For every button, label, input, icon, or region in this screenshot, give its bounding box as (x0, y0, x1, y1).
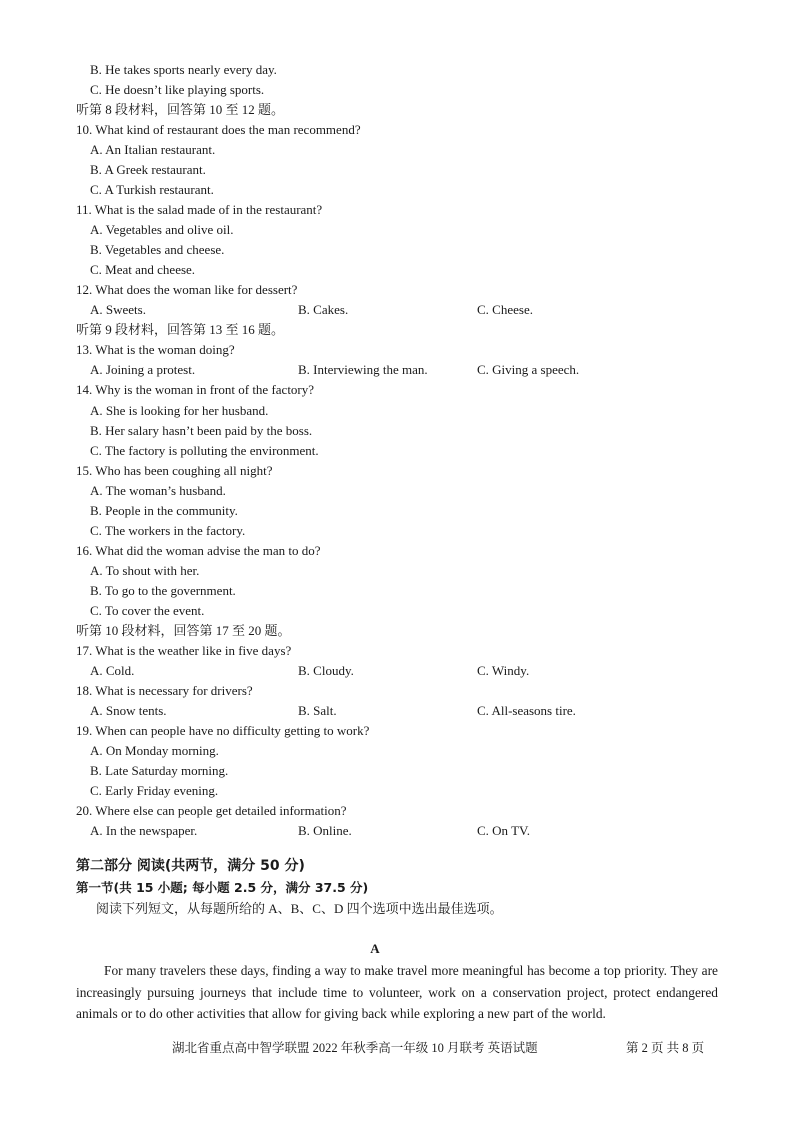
option-a-text: A. Joining a protest. (90, 362, 196, 377)
option-c-text: C. Giving a speech. (477, 362, 580, 377)
section-note-text: 听第 9 段材料，回答第 13 至 16 题。 (76, 322, 285, 337)
question-text: 15. Who has been coughing all night? (76, 463, 273, 478)
passage-paragraph: For many travelers these days, finding a way to make travel more meaningful has become a top priority. They are increasingly pursuing journeys that include time to volunteer, work on a conservation project, protect endangered animals or to do other activities that allow for giving back while exploring a new part of the world. (76, 963, 718, 1021)
option-a-text: C. The factory is polluting the environment. (90, 443, 319, 458)
option-a-text: B. To go to the government. (90, 583, 236, 598)
option-a-text: A. Snow tents. (90, 703, 167, 718)
answer-option (90, 701, 576, 721)
answer-option (90, 360, 580, 380)
answer-option (90, 561, 199, 581)
option-a-text: A. In the newspaper. (90, 823, 198, 838)
option-a-text: A. Cold. (90, 663, 135, 678)
question-stem (76, 340, 235, 360)
answer-option (90, 761, 228, 781)
option-c-text: C. On TV. (477, 823, 530, 838)
option-a-text: A. Sweets. (90, 302, 146, 317)
footer-page-number: 第 2 页 共 8 页 (626, 1041, 705, 1055)
question-text: 11. What is the salad made of in the restaurant? (76, 202, 323, 217)
answer-option (90, 441, 319, 461)
option-b-text: B. Salt. (298, 703, 337, 718)
option-a-text: B. Late Saturday morning. (90, 763, 229, 778)
question-stem (76, 200, 322, 220)
answer-option (90, 401, 268, 421)
question-stem (76, 280, 297, 300)
answer-option (90, 661, 530, 681)
option-b-text: B. Online. (298, 823, 352, 838)
question-text: 20. Where else can people get detailed information? (76, 803, 347, 818)
option-a-text: A. On Monday morning. (90, 743, 219, 758)
question-text: 13. What is the woman doing? (76, 342, 235, 357)
answer-option (90, 521, 245, 541)
question-stem (76, 380, 314, 400)
answer-option (90, 80, 264, 100)
answer-option (90, 140, 215, 160)
question-stem (76, 120, 361, 140)
answer-option (90, 300, 533, 320)
answer-option (90, 160, 206, 180)
question-stem (76, 541, 321, 561)
option-a-text: B. A Greek restaurant. (90, 162, 206, 177)
answer-option (90, 180, 214, 200)
option-a-text: C. The workers in the factory. (90, 523, 246, 538)
answer-option (90, 240, 224, 260)
option-c-text: C. Cheese. (477, 302, 533, 317)
option-b-text: B. Cloudy. (298, 663, 354, 678)
passage-title: A (370, 941, 380, 956)
listening-section-note (76, 100, 284, 120)
question-text: 12. What does the woman like for dessert? (76, 282, 298, 297)
question-stem (76, 461, 273, 481)
answer-option (90, 220, 233, 240)
question-stem (76, 801, 346, 821)
answer-option (90, 601, 204, 621)
answer-option (90, 60, 277, 80)
option-a-text: C. Meat and cheese. (90, 262, 196, 277)
question-text: 18. What is necessary for drivers? (76, 683, 253, 698)
option-a-text: B. He takes sports nearly every day. (90, 62, 277, 77)
option-a-text: C. Early Friday evening. (90, 783, 219, 798)
question-stem (76, 681, 253, 701)
option-a-text: B. Vegetables and cheese. (90, 242, 225, 257)
listening-section-note (76, 621, 291, 641)
answer-option (90, 781, 218, 801)
option-b-text: B. Interviewing the man. (298, 362, 428, 377)
answer-option (90, 260, 195, 280)
section-note-text: 听第 10 段材料，回答第 17 至 20 题。 (76, 623, 291, 638)
part-two-heading: 第二部分 阅读(共两节，满分 50 分) (76, 858, 305, 874)
answer-option (90, 501, 238, 521)
section-one-heading: 第一节(共 15 小题; 每小题 2.5 分，满分 37.5 分) (76, 880, 369, 895)
answer-option (90, 581, 236, 601)
option-a-text: A. An Italian restaurant. (90, 142, 216, 157)
option-c-text: C. All-seasons tire. (477, 703, 576, 718)
question-text: 16. What did the woman advise the man to do? (76, 543, 321, 558)
reading-instruction: 阅读下列短文，从每题所给的 A、B、C、D 四个选项中选出最佳选项。 (96, 901, 503, 916)
option-c-text: C. Windy. (477, 663, 530, 678)
option-b-text: B. Cakes. (298, 302, 349, 317)
option-a-text: A. To shout with her. (90, 563, 200, 578)
option-a-text: C. A Turkish restaurant. (90, 182, 214, 197)
question-text: 19. When can people have no difficulty getting to work? (76, 723, 370, 738)
answer-option (90, 421, 312, 441)
question-text: 17. What is the weather like in five days? (76, 643, 292, 658)
answer-option (90, 741, 219, 761)
answer-option (90, 481, 226, 501)
section-note-text: 听第 8 段材料，回答第 10 至 12 题。 (76, 102, 285, 117)
answer-option (90, 821, 530, 841)
option-a-text: C. To cover the event. (90, 603, 205, 618)
question-stem (76, 641, 291, 661)
question-text: 14. Why is the woman in front of the factory? (76, 382, 315, 397)
option-a-text: A. The woman’s husband. (90, 483, 226, 498)
option-a-text: B. People in the community. (90, 503, 238, 518)
question-stem (76, 721, 369, 741)
option-a-text: C. He doesn’t like playing sports. (90, 82, 265, 97)
option-a-text: B. Her salary hasn’t been paid by the boss. (90, 423, 313, 438)
option-a-text: A. She is looking for her husband. (90, 403, 269, 418)
question-text: 10. What kind of restaurant does the man recommend? (76, 122, 361, 137)
listening-section-note (76, 320, 284, 340)
option-a-text: A. Vegetables and olive oil. (90, 222, 234, 237)
footer-exam-title: 湖北省重点高中智学联盟 2022 年秋季高一年级 10 月联考 英语试题 (172, 1041, 538, 1055)
